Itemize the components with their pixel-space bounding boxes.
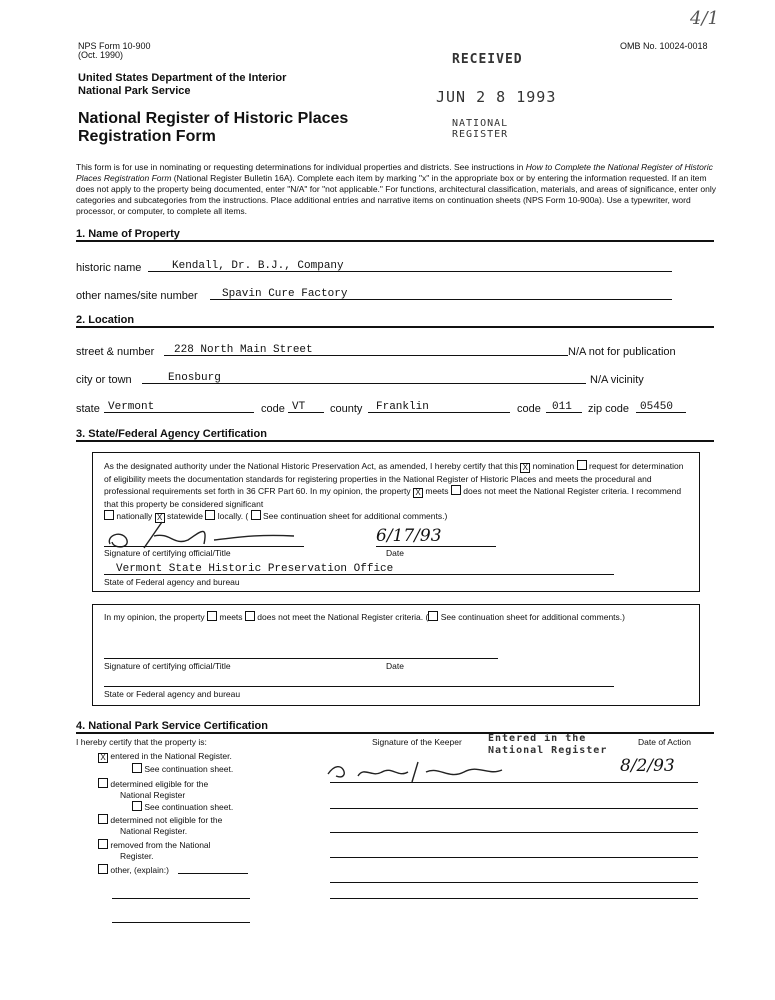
keeper-line-3 [330, 832, 698, 833]
entered-checkbox[interactable]: X [98, 753, 108, 763]
opinion-text: In my opinion, the property meets does not meet the National Register criteria. ( See continuation sheet for additional comments.) [104, 612, 625, 622]
page-title: National Register of Historic Places Registration Form [78, 110, 349, 145]
received-stamp: RECEIVED [452, 52, 523, 67]
keeper-line-1 [330, 782, 698, 783]
street-label: street & number [76, 346, 155, 358]
agency-label: State of Federal agency and bureau [104, 577, 240, 587]
state-field[interactable]: Vermont [104, 401, 254, 413]
keeper-label: Signature of the Keeper [372, 737, 462, 747]
opinion-agency-line[interactable] [104, 686, 614, 687]
opinion-continuation-checkbox[interactable] [428, 611, 438, 621]
county-code-field[interactable]: 011 [546, 401, 582, 413]
section-3-heading: 3. State/Federal Agency Certification [76, 428, 714, 442]
not-eligible-checkbox[interactable] [98, 814, 108, 824]
opinion-date-label: Date [386, 661, 404, 671]
keeper-line-6 [330, 898, 698, 899]
signature-line [104, 546, 304, 547]
section-1-heading: 1. Name of Property [76, 228, 714, 242]
removed-checkbox[interactable] [98, 839, 108, 849]
nomination-checkbox[interactable]: X [520, 463, 530, 473]
county-label: county [330, 403, 363, 415]
nps-cert-intro: I hereby certify that the property is: [76, 737, 207, 747]
section-2-heading: 2. Location [76, 314, 714, 328]
keeper-line-4 [330, 857, 698, 858]
signature-title-label: Signature of certifying official/Title [104, 548, 231, 558]
option-other[interactable]: other, (explain:) [98, 864, 169, 875]
signature-date: 6/17/93 [376, 526, 442, 546]
date-label: Date [386, 548, 404, 558]
city-label: city or town [76, 374, 132, 386]
date-of-action-label: Date of Action [638, 737, 691, 747]
entered-stamp: Entered in the National Register [488, 733, 608, 756]
opinion-agency-label: State or Federal agency and bureau [104, 689, 241, 699]
keeper-signature [322, 752, 512, 786]
opinion-meets-checkbox[interactable] [207, 611, 217, 621]
opinion-signature-line[interactable] [104, 658, 498, 659]
section-4-heading: 4. National Park Service Certification [76, 720, 714, 734]
keeper-line-5 [330, 882, 698, 883]
corner-handwritten-mark: 4/1 [690, 8, 719, 29]
other-names-label: other names/site number [76, 290, 198, 302]
vicinity-option[interactable]: N/A vicinity [590, 374, 644, 386]
city-field[interactable]: Enosburg [142, 372, 586, 384]
date-line [376, 546, 496, 547]
explain-line-2[interactable] [112, 922, 250, 923]
other-checkbox[interactable] [98, 864, 108, 874]
opinion-signature-label: Signature of certifying official/Title [104, 661, 231, 671]
action-date: 8/2/93 [620, 756, 675, 776]
option-entered[interactable]: X entered in the National Register. See continuation sheet. [98, 751, 233, 775]
form-number: NPS Form 10-900 (Oct. 1990) [78, 41, 151, 60]
meets-checkbox[interactable]: X [413, 488, 423, 498]
state-code-label: code [261, 403, 285, 415]
received-date-stamp: JUN 2 8 1993 [436, 88, 557, 106]
explain-line-1[interactable] [112, 898, 250, 899]
historic-name-field[interactable]: Kendall, Dr. B.J., Company [148, 260, 672, 272]
state-certification-text: As the designated authority under the National Historic Preservation Act, as amended, I hereby certify that this X nomination request for determination of eligibility meets the documentation standards for registering properties in the National Register of Historic Places and meets the procedural and professional requirements set forth in 36 CFR Part 60. In my opinion, the property X meets does not meet the National Register criteria. I recommend that this property be considered significant nationally X statewide locally. ( See continuation sheet for additional comments.) [104, 461, 684, 522]
does-not-meet-checkbox[interactable] [451, 485, 461, 495]
statewide-checkbox[interactable]: X [155, 513, 165, 523]
historic-name-label: historic name [76, 262, 142, 274]
omb-number: OMB No. 10024-0018 [620, 41, 708, 51]
other-explain-line[interactable] [178, 873, 248, 874]
street-field[interactable]: 228 North Main Street [164, 344, 568, 356]
zip-label: zip code [588, 403, 629, 415]
option-removed[interactable]: removed from the National Register. [98, 839, 211, 862]
eligible-continuation-checkbox[interactable] [132, 801, 142, 811]
county-field[interactable]: Franklin [368, 401, 510, 413]
agency-heading: United States Department of the Interior National Park Service [78, 72, 287, 97]
state-label: state [76, 403, 100, 415]
not-for-publication[interactable]: N/A not for publication [568, 346, 676, 358]
state-code-field[interactable]: VT [288, 401, 324, 413]
county-code-label: code [517, 403, 541, 415]
zip-field[interactable]: 05450 [636, 401, 686, 413]
option-not-eligible[interactable]: determined not eligible for the National Register. [98, 814, 222, 837]
keeper-line-2 [330, 808, 698, 809]
opinion-not-meet-checkbox[interactable] [245, 611, 255, 621]
instructions-paragraph: This form is for use in nominating or requesting determinations for individual properties and districts. See instructions in How to Complete the National Register of Historic Places Registration Form (National Register Bulletin 16A). Complete each item by marking "x" in the appropriate box or by entering the information requested. If an item does not apply to the property being documented, enter "N/A" for "not applicable." For functions, architectural classification, materials, and areas of significance, enter only categories and subcategories from the instructions. Place additional entries and narrative items on continuation sheets (NPS Form 10-900a). Use a typewriter, word processor, or computer, to complete all items. [76, 162, 716, 216]
national-register-stamp: NATIONAL REGISTER [452, 118, 509, 140]
option-eligible[interactable]: determined eligible for the National Register See continuation sheet. [98, 778, 233, 813]
other-names-field[interactable]: Spavin Cure Factory [210, 288, 672, 300]
request-checkbox[interactable] [577, 460, 587, 470]
entered-continuation-checkbox[interactable] [132, 763, 142, 773]
agency-field[interactable]: Vermont State Historic Preservation Office [104, 563, 614, 575]
eligible-checkbox[interactable] [98, 778, 108, 788]
